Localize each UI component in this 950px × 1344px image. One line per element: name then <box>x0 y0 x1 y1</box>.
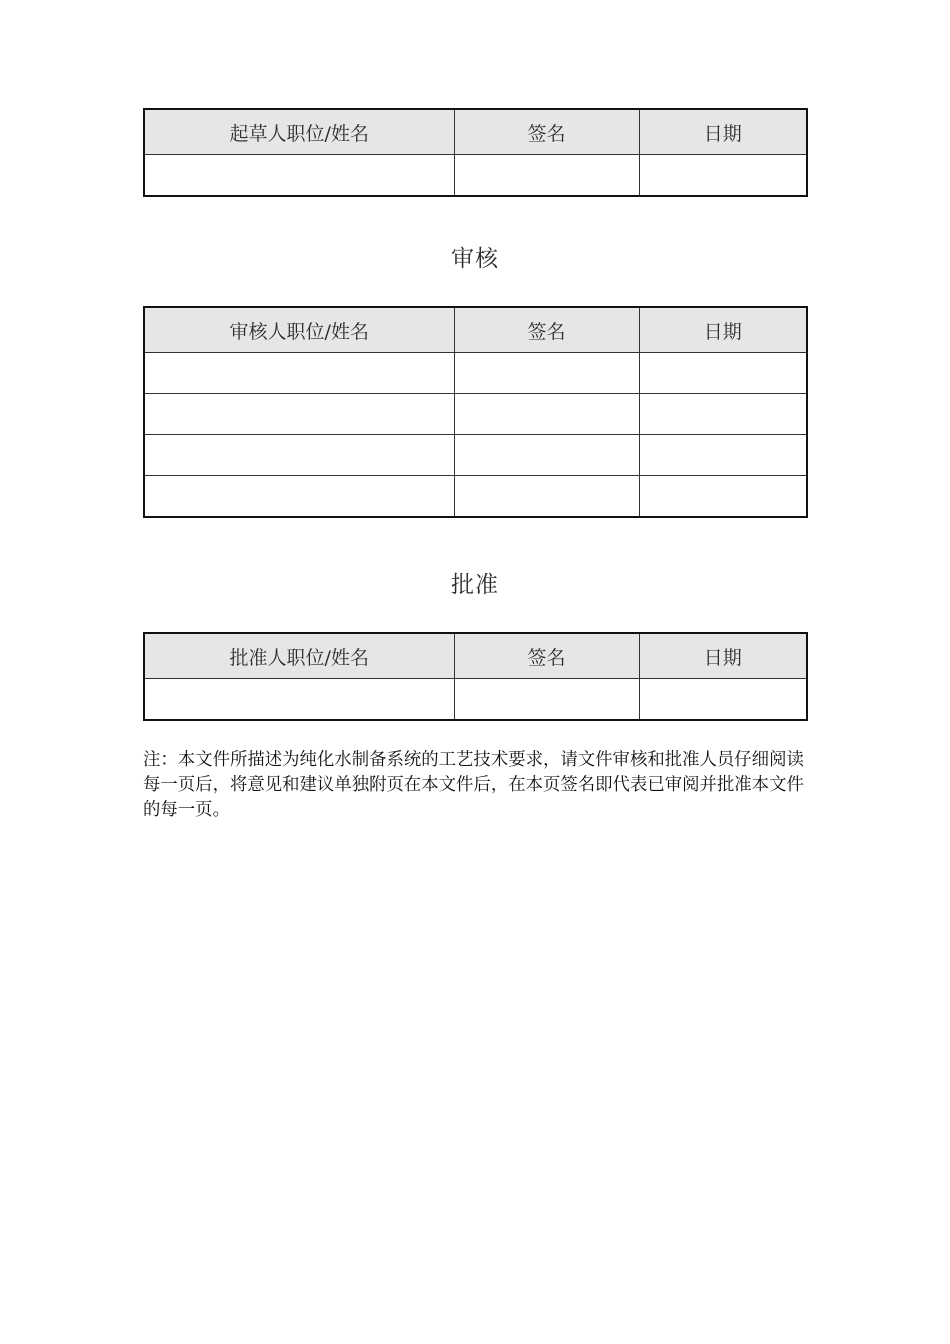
reviewer-position-name-cell[interactable] <box>144 476 454 518</box>
approver-signature-table <box>143 632 808 721</box>
signature-cell[interactable] <box>454 155 639 197</box>
table-row <box>144 353 807 394</box>
table-row <box>144 679 807 721</box>
signature-header: 签名 <box>454 109 639 155</box>
date-header: 日期 <box>639 633 807 679</box>
signature-header: 签名 <box>454 633 639 679</box>
table-row <box>144 155 807 197</box>
date-cell[interactable] <box>639 155 807 197</box>
drafter-position-name-cell[interactable] <box>144 155 454 197</box>
review-section-title: 审核 <box>451 246 499 272</box>
reviewer-position-name-cell[interactable] <box>144 394 454 435</box>
reviewer-position-name-cell[interactable] <box>144 435 454 476</box>
table-header-row <box>144 109 807 155</box>
drafter-position-name-header: 起草人职位/姓名 <box>144 109 454 155</box>
reviewer-signature-table <box>143 306 808 518</box>
date-cell[interactable] <box>639 394 807 435</box>
table-header-row <box>144 307 807 353</box>
signature-cell[interactable] <box>454 679 639 721</box>
date-cell[interactable] <box>639 435 807 476</box>
table-row <box>144 435 807 476</box>
table-header-row <box>144 633 807 679</box>
date-header: 日期 <box>639 307 807 353</box>
approver-position-name-cell[interactable] <box>144 679 454 721</box>
approval-section-title: 批准 <box>451 572 499 598</box>
signature-cell[interactable] <box>454 353 639 394</box>
reviewer-position-name-cell[interactable] <box>144 353 454 394</box>
date-cell[interactable] <box>639 353 807 394</box>
approval-note: 注：本文件所描述为纯化水制备系统的工艺技术要求，请文件审核和批准人员仔细阅读每一页后，将意见和建议单独附页在本文件后，在本页签名即代表已审阅并批准本文件的每一页。 <box>143 750 804 820</box>
date-cell[interactable] <box>639 679 807 721</box>
date-header: 日期 <box>639 109 807 155</box>
drafter-signature-table <box>143 108 808 197</box>
signature-cell[interactable] <box>454 435 639 476</box>
signature-header: 签名 <box>454 307 639 353</box>
signature-cell[interactable] <box>454 394 639 435</box>
table-row <box>144 394 807 435</box>
reviewer-position-name-header: 审核人职位/姓名 <box>144 307 454 353</box>
approver-position-name-header: 批准人职位/姓名 <box>144 633 454 679</box>
date-cell[interactable] <box>639 476 807 518</box>
table-row <box>144 476 807 518</box>
signature-cell[interactable] <box>454 476 639 518</box>
